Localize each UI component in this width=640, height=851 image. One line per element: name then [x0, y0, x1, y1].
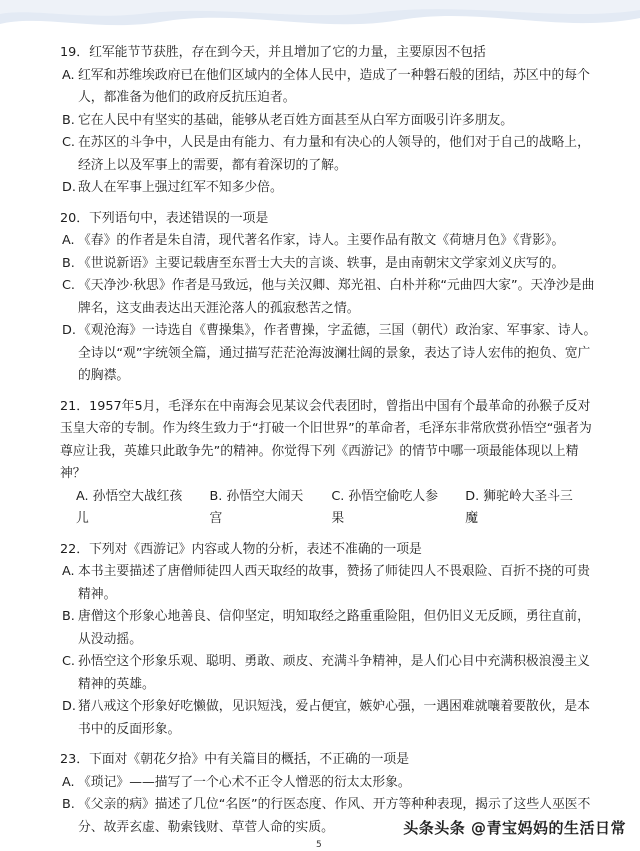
option-text: 本书主要描述了唐僧师徒四人西天取经的故事，赞扬了师徒四人不畏艰险、百折不挠的可贵精神。: [78, 564, 590, 602]
option-text: 孙悟空大战红孩儿: [76, 488, 183, 526]
question-23-option-a: [62, 772, 600, 795]
question-19: [62, 42, 600, 200]
option-text: 孙悟空大闹天宫: [209, 488, 304, 526]
question-19-option-c: [62, 132, 600, 177]
decorative-top-wave: [0, 0, 640, 42]
option-letter: A.: [62, 233, 75, 248]
option-text: 它在人民中有坚实的基础，能够从老百姓方面甚至从白军方面吸引许多朋友。: [78, 112, 514, 128]
option-text: 猪八戒这个形象好吃懒做，见识短浅，爱占便宜，嫉妒心强，一遇困难就嚷着要散伙，是本书中的反面形象。: [78, 699, 590, 737]
question-20-option-c: [62, 275, 600, 320]
option-letter: B.: [62, 112, 75, 128]
option-text: 《观沧海》一诗选自《曹操集》，作者曹操，字孟德，三国（朝代）政治家、军事家、诗人。全诗以“观”字统领全篇，通过描写茫茫沧海波澜壮阔的景象，表达了诗人宏伟的抱负、宽广的胸襟。: [78, 323, 597, 383]
option-letter: B.: [209, 488, 223, 504]
option-letter: B.: [62, 609, 75, 624]
question-20-option-a: [62, 230, 600, 253]
option-letter: B.: [62, 255, 75, 271]
option-text: 《天净沙·秋思》作者是马致远，他与关汉卿、郑光祖、白朴并称“元曲四大家”。天净沙是曲牌名，这支曲表达出天涯沦落人的孤寂愁苦之情。: [78, 278, 595, 316]
question-19-title: 19．红军能节节获胜，存在到今天，并且增加了它的力量，主要原因不包括: [60, 45, 486, 60]
question-19-option-a: [62, 65, 600, 110]
document-body: [0, 42, 640, 839]
question-20-option-b: [62, 253, 600, 276]
option-text: 孙悟空这个形象乐观、聪明、勇敢、顽皮、充满斗争精神，是人们心目中充满积极浪漫主义精神的英雄。: [78, 654, 590, 692]
question-23-title: 23．下面对《朝花夕拾》中有关篇目的概括，不正确的一项是: [60, 752, 410, 767]
option-letter: D.: [465, 488, 480, 504]
page-number: 5: [316, 840, 322, 850]
question-20-option-d: [62, 320, 600, 388]
question-22-option-a: [62, 561, 600, 606]
question-21-options: [60, 486, 600, 531]
option-letter: C.: [62, 654, 76, 669]
option-text: 唐僧这个形象心地善良、信仰坚定，明知取经之路重重险阻，但仍旧义无反顾，勇往直前，从没动摇。: [78, 609, 590, 647]
option-letter: B.: [62, 797, 75, 812]
option-letter: C.: [62, 135, 76, 150]
question-22-title: 22．下列对《西游记》内容或人物的分析，表述不准确的一项是: [60, 541, 422, 557]
option-letter: A.: [76, 488, 89, 504]
question-19-option-d: [62, 177, 600, 200]
question-21: [62, 396, 600, 531]
option-letter: A.: [62, 67, 75, 83]
option-letter: D.: [62, 180, 76, 195]
option-text: 《琐记》——描写了一个心术不正令人憎恶的衍太太形象。: [78, 774, 411, 790]
option-letter: D.: [62, 699, 76, 714]
option-letter: A.: [62, 564, 75, 579]
option-text: 《世说新语》主要记载唐至东晋士大夫的言谈、轶事，是由南朝宋文学家刘义庆写的。: [78, 255, 565, 271]
question-22-option-d: [62, 696, 600, 741]
question-22-option-c: [62, 651, 600, 696]
question-21-option-c: [331, 486, 443, 531]
question-20-title: 20．下列语句中，表述错误的一项是: [60, 210, 269, 226]
option-text: 红军和苏维埃政府已在他们区域内的全体人民中，造成了一种磐石般的团结，苏区中的每个人，都准备为他们的政府反抗压迫者。: [78, 67, 590, 105]
option-text: 敌人在军事上强过红军不知多少倍。: [78, 180, 283, 195]
watermark: 头条头条 @青宝妈妈的生活日常: [403, 819, 626, 837]
option-letter: A.: [62, 774, 75, 790]
option-letter: D.: [62, 323, 76, 338]
question-21-option-b: [210, 486, 310, 531]
question-21-option-d: [465, 486, 578, 531]
option-letter: C.: [331, 488, 345, 504]
option-letter: C.: [62, 278, 76, 293]
question-21-option-a: [76, 486, 188, 531]
question-19-option-b: [62, 110, 600, 133]
option-text: 《父亲的病》描述了几位“名医”的行医态度、作风、开方等种种表现，揭示了这些人巫医不分、故弄玄虚、勒索钱财、草菅人命的实质。: [78, 797, 591, 835]
option-text: 狮驼岭大圣斗三魔: [465, 488, 573, 526]
question-21-title: 21．1957年5月，毛泽东在中南海会见某议会代表团时，曾指出中国有个最革命的孙猴子反对玉皇大帝的专制。作为终生致力于“打破一个旧世界”的革命者，毛泽东非常欣赏孙悟空“强者为尊应让我，英雄只此敢争先”的精神。你觉得下列《西游记》的情节中哪一项最能体现以上精神？: [60, 398, 592, 481]
question-22-option-b: [62, 606, 600, 651]
question-20: [62, 208, 600, 388]
option-text: 《春》的作者是朱自清，现代著名作家，诗人。主要作品有散文《荷塘月色》《背影》。: [78, 233, 565, 248]
question-22: [62, 539, 600, 742]
option-text: 孙悟空偷吃人参果: [331, 488, 438, 526]
option-text: 在苏区的斗争中，人民是由有能力、有力量和有决心的人领导的，他们对于自己的战略上，经济上以及军事上的需要，都有着深切的了解。: [78, 135, 590, 173]
